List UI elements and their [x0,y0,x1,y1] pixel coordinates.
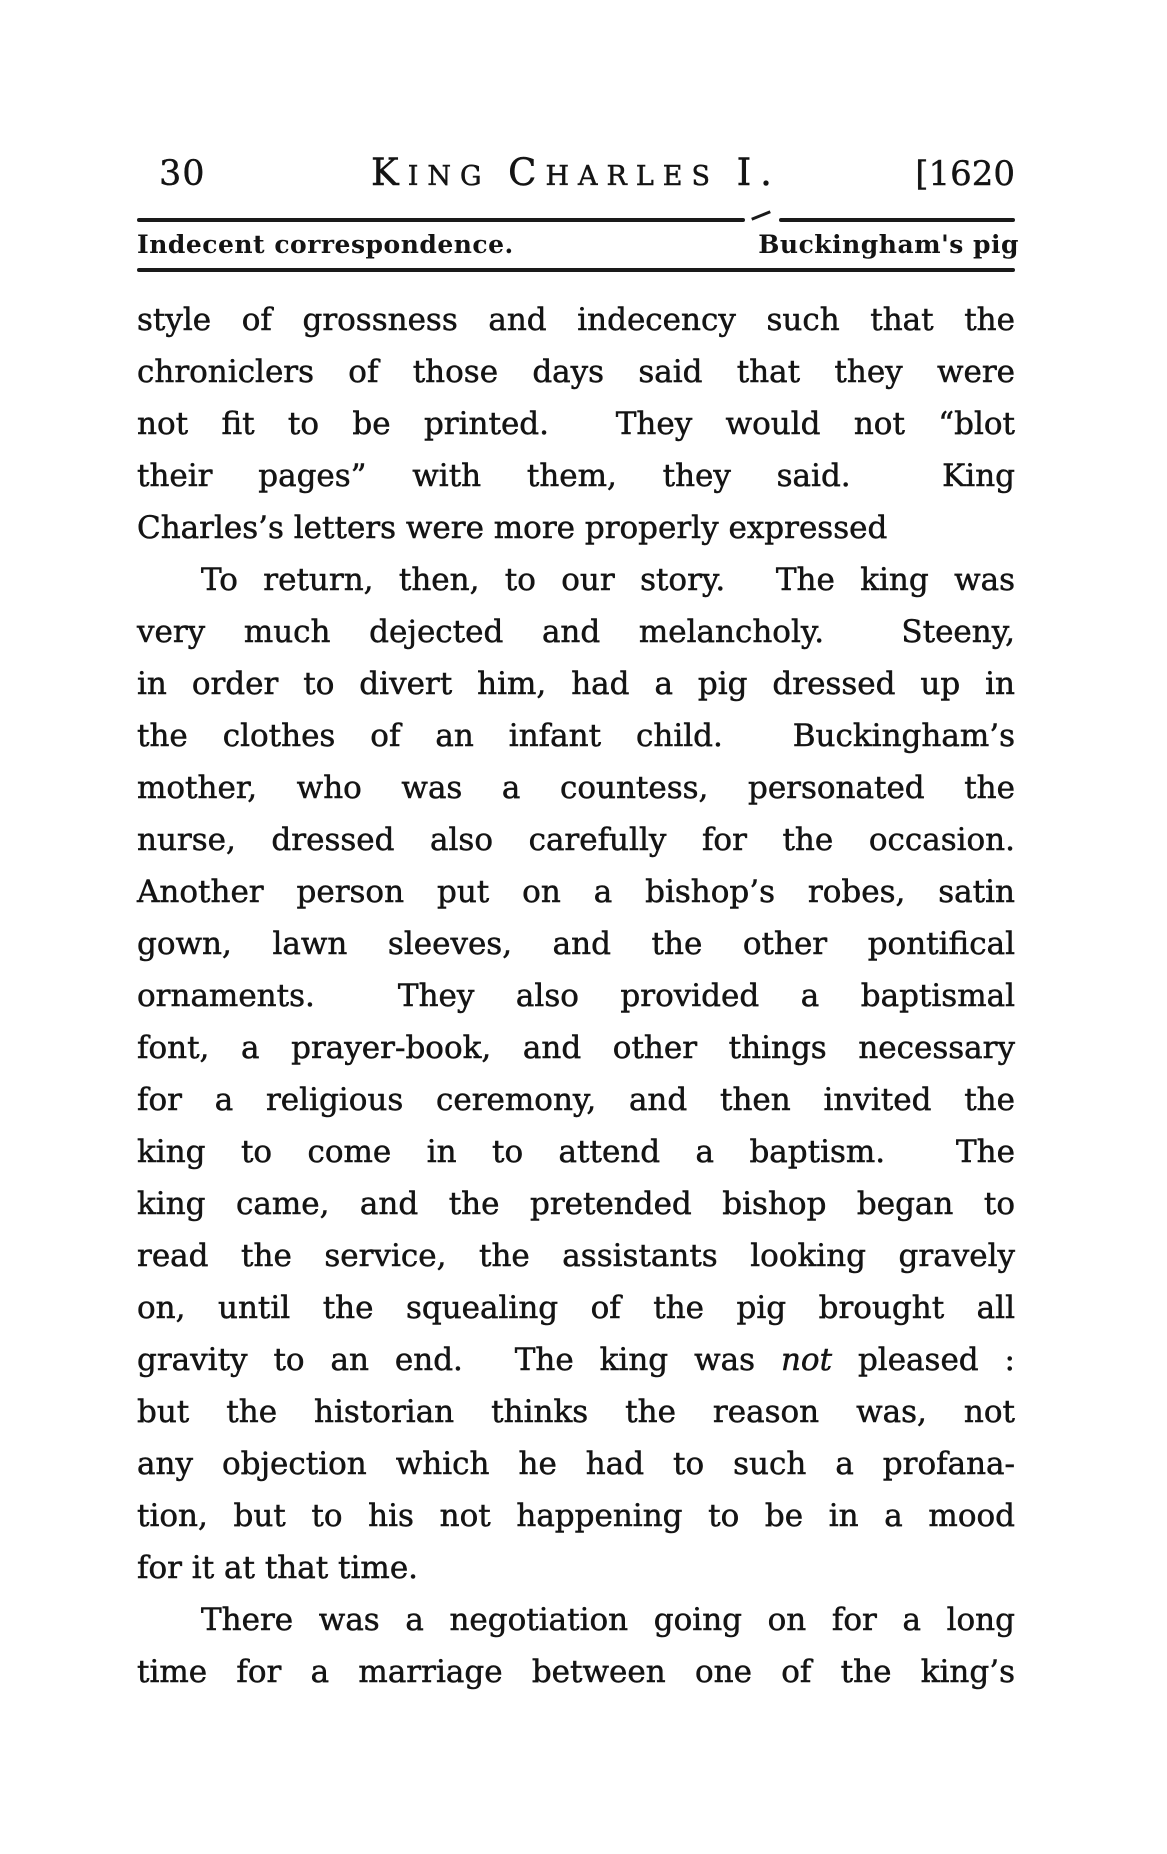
body-text [137,294,1015,1698]
header-rule-bottom [137,268,1015,272]
text-segment: but the historian thinks the reason was, not [137,1394,1015,1430]
text-line [137,762,1015,814]
text-segment: chroniclers of those days said that they were [137,354,1015,390]
running-head-right: Buckingham's pig [758,230,1019,259]
rule-segment [137,218,745,222]
text-line [137,1542,1015,1594]
page-number: 30 [159,154,206,194]
text-line [137,450,1015,502]
text-segment: style of grossness and indecency such that the [137,302,1015,338]
text-line [137,554,1015,606]
text-line [137,294,1015,346]
text-segment: pleased : [832,1342,1016,1378]
title-segment: ING [407,161,491,192]
text-line [137,1126,1015,1178]
text-segment: gravity to an end. The king was [137,1342,781,1378]
text-line [137,710,1015,762]
rule-break-slash [751,210,771,220]
rule-segment [779,218,1015,222]
text-line [137,970,1015,1022]
text-segment: very much dejected and melancholy. Steeny, [137,614,1015,650]
page-header [137,134,1015,194]
text-segment: To return, then, to our story. The king was [201,562,1015,598]
text-line [137,658,1015,710]
text-line [137,1178,1015,1230]
text-segment: any objection which he had to such a profana- [137,1446,1015,1482]
text-line [137,1334,1015,1386]
title-segment: C [508,151,546,194]
text-line [137,606,1015,658]
italic-text: not [780,1342,833,1378]
text-line [137,1490,1015,1542]
text-segment: There was a negotiation going on for a long [201,1602,1015,1638]
text-line [137,1646,1015,1698]
text-segment: mother, who was a countess, personated the [137,770,1015,806]
text-segment: nurse, dressed also carefully for the occasion. [137,822,1015,858]
text-line [137,502,1015,554]
text-segment: king came, and the pretended bishop began to [137,1186,1015,1222]
text-line [137,1230,1015,1282]
page-title [371,151,781,194]
text-segment: Another person put on a bishop’s robes, satin [137,874,1015,910]
text-segment: time for a marriage between one of the king’s [137,1654,1015,1690]
text-segment: for it at that time. [137,1550,419,1586]
text-segment: Charles’s letters were more properly expressed [137,510,888,546]
text-line [137,1074,1015,1126]
text-segment: gown, lawn sleeves, and the other pontifical [137,926,1015,962]
title-segment: I. [736,151,781,194]
text-line [137,1386,1015,1438]
text-segment: not fit to be printed. They would not “blot [137,406,1015,442]
text-segment: the clothes of an infant child. Buckingham’s [137,718,1015,754]
running-head-left: Indecent correspondence. [137,230,514,259]
title-segment [491,161,509,192]
text-line [137,346,1015,398]
text-segment: in order to divert him, had a pig dressed up in [137,666,1015,702]
text-line [137,1022,1015,1074]
text-line [137,1282,1015,1334]
text-segment: king to come in to attend a baptism. The [137,1134,1015,1170]
text-segment: for a religious ceremony, and then invited the [137,1082,1015,1118]
title-segment: HARLES [545,161,719,192]
text-line [137,1594,1015,1646]
text-segment: their pages” with them, they said. King [137,458,1015,494]
text-line [137,866,1015,918]
text-segment: read the service, the assistants looking gravely [137,1238,1015,1274]
text-line [137,814,1015,866]
year-label: [1620 [915,154,1015,194]
header-rule-top [137,216,1015,224]
title-segment: K [371,151,408,194]
text-segment: font, a prayer-book, and other things necessary [137,1030,1015,1066]
text-segment: tion, but to his not happening to be in a mood [137,1498,1015,1534]
text-segment: on, until the squealing of the pig brought all [137,1290,1015,1326]
title-segment [719,161,737,192]
text-line [137,918,1015,970]
text-line [137,398,1015,450]
text-line [137,1438,1015,1490]
text-segment: ornaments. They also provided a baptismal [137,978,1015,1014]
running-heads [137,230,1019,259]
